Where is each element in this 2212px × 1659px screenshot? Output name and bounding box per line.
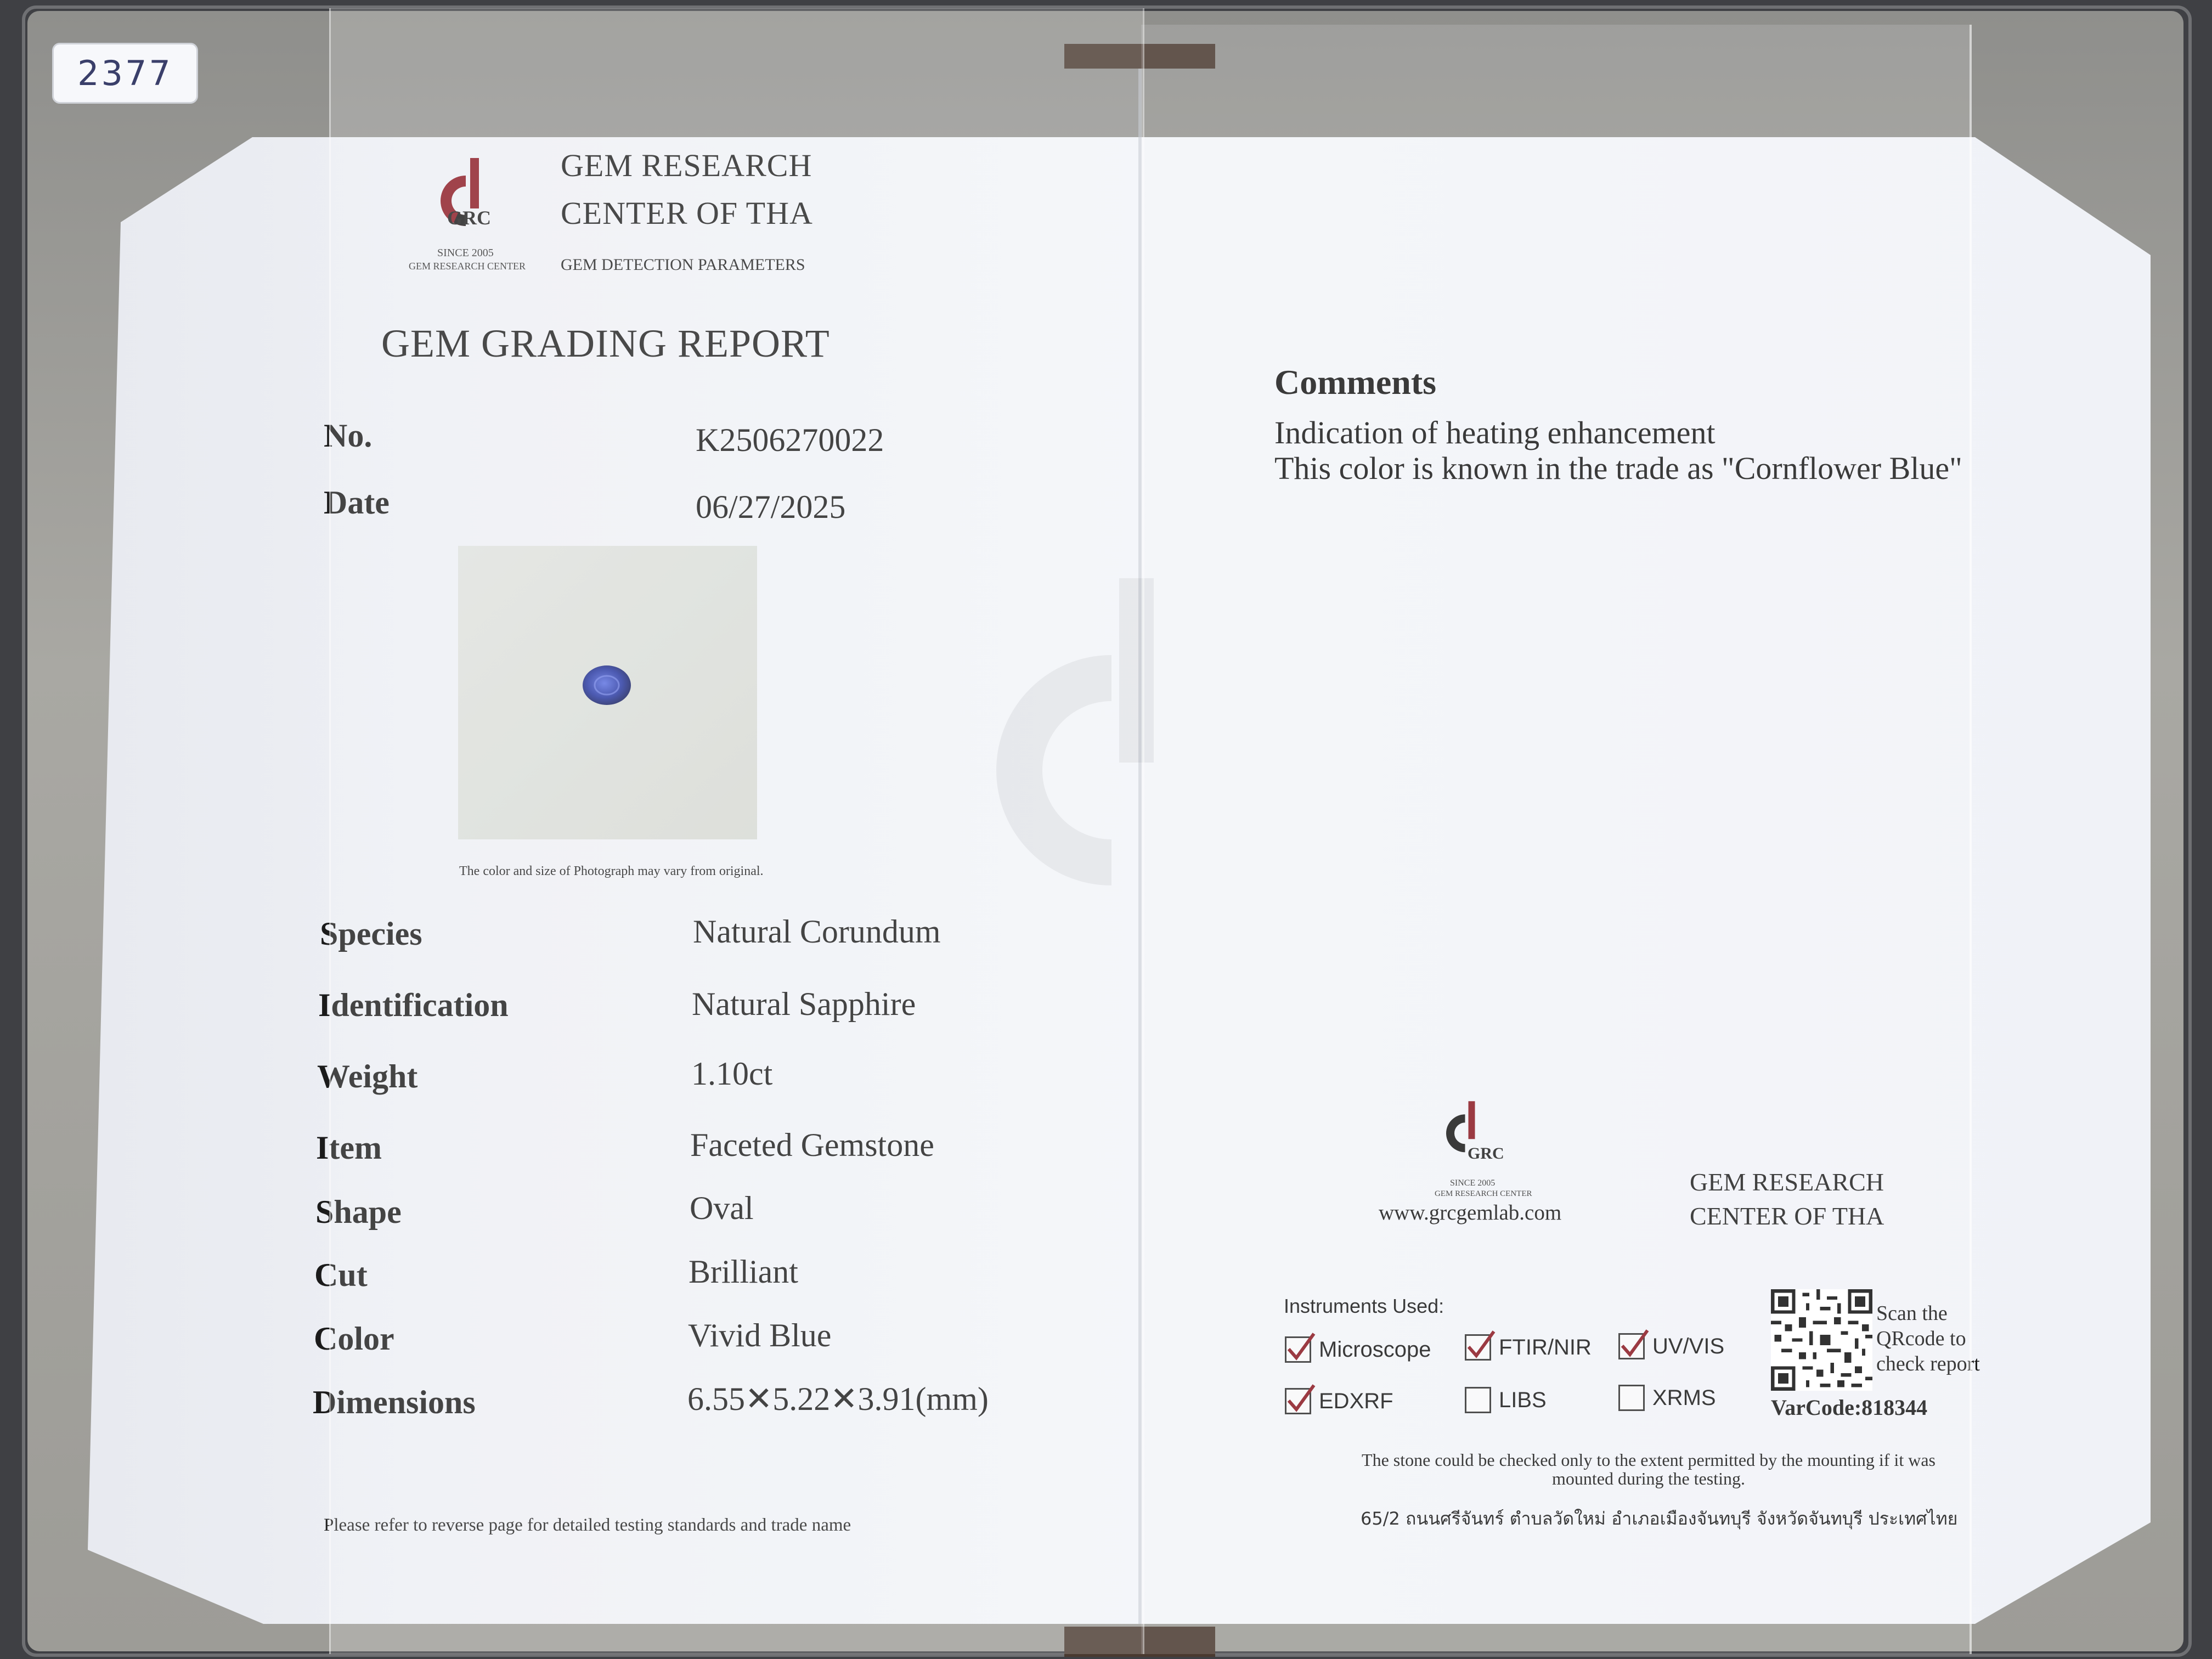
- varcode: VarCode:818344: [1771, 1395, 1928, 1420]
- dimensions-value: 6.55✕5.22✕3.91(mm): [687, 1381, 989, 1417]
- org-name-line1: GEM RESEARCH: [561, 148, 812, 183]
- weight-value: 1.10ct: [691, 1056, 773, 1092]
- cut-value: Brilliant: [689, 1254, 798, 1290]
- instrument-label: LIBS: [1499, 1387, 1547, 1412]
- comments-heading: Comments: [1274, 363, 1437, 402]
- instrument-label: UV/VIS: [1652, 1334, 1725, 1358]
- reverse-page-footnote: Please refer to reverse page for detailed testing standards and trade name: [324, 1515, 851, 1535]
- color-label: Color: [314, 1321, 394, 1357]
- item-label: Item: [316, 1130, 382, 1166]
- report-date-label: Date: [324, 484, 390, 521]
- weight-label: Weight: [317, 1058, 418, 1094]
- instruments-title: Instruments Used:: [1284, 1295, 1444, 1317]
- dimensions-label: Dimensions: [313, 1384, 476, 1420]
- report-no-label: No.: [324, 417, 373, 454]
- logo-small-since: SINCE 2005: [1450, 1178, 1496, 1188]
- plastic-overlay-left: [329, 8, 1144, 1654]
- instrument-label: FTIR/NIR: [1499, 1335, 1592, 1359]
- identification-value: Natural Sapphire: [692, 986, 916, 1022]
- photo-disclaimer: The color and size of Photograph may vary from original.: [459, 864, 764, 878]
- org-name-footer-line2: CENTER OF THA: [1690, 1202, 1884, 1230]
- instrument-label: Microscope: [1319, 1337, 1431, 1362]
- report-title: GEM GRADING REPORT: [381, 321, 830, 365]
- logo-org-name: GEM RESEARCH CENTER: [409, 261, 526, 272]
- org-name-footer-line1: GEM RESEARCH: [1690, 1168, 1884, 1196]
- report-date-value: 06/27/2025: [696, 489, 846, 525]
- qr-scan-text: Scan the: [1876, 1302, 1948, 1325]
- logo-since: SINCE 2005: [437, 247, 494, 259]
- instrument-label: XRMS: [1652, 1385, 1716, 1410]
- comment-trade-color: This color is known in the trade as "Cornflower Blue": [1274, 450, 1962, 486]
- logo-small-org: GEM RESEARCH CENTER: [1435, 1189, 1532, 1198]
- species-label: Species: [320, 916, 422, 952]
- shape-label: Shape: [315, 1194, 402, 1230]
- instrument-label: EDXRF: [1319, 1389, 1393, 1413]
- logo-small-abbr: GRC: [1468, 1144, 1504, 1163]
- qr-check-text: check report: [1876, 1352, 1980, 1375]
- species-value: Natural Corundum: [693, 913, 941, 950]
- shape-value: Oval: [690, 1190, 754, 1226]
- lab-address: 65/2 ถนนศรีจันทร์ ตำบลวัดใหม่ อำเภอเมืองจันทบุรี จังหวัดจันทบุรี ประเทศไทย: [1361, 1508, 1958, 1529]
- item-value: Faceted Gemstone: [690, 1127, 934, 1163]
- identification-label: Identification: [318, 987, 509, 1023]
- cut-label: Cut: [314, 1257, 368, 1293]
- comment-heating: Indication of heating enhancement: [1274, 415, 1716, 450]
- color-value: Vivid Blue: [688, 1317, 832, 1353]
- org-subtitle: GEM DETECTION PARAMETERS: [561, 256, 805, 274]
- website-url: www.grcgemlab.com: [1379, 1201, 1562, 1224]
- sample-number-tag: 2377: [52, 43, 198, 104]
- org-name-line2: CENTER OF THA: [561, 195, 813, 231]
- plastic-overlay-right: [1141, 25, 1972, 1654]
- report-no-value: K2506270022: [696, 422, 884, 458]
- mounting-disclaimer: The stone could be checked only to the extent permitted by the mounting if it was mounted during the testing.: [1362, 1450, 1936, 1488]
- logo-abbr: GRC: [447, 207, 491, 229]
- qr-qrcode-text: QRcode to: [1876, 1327, 1966, 1350]
